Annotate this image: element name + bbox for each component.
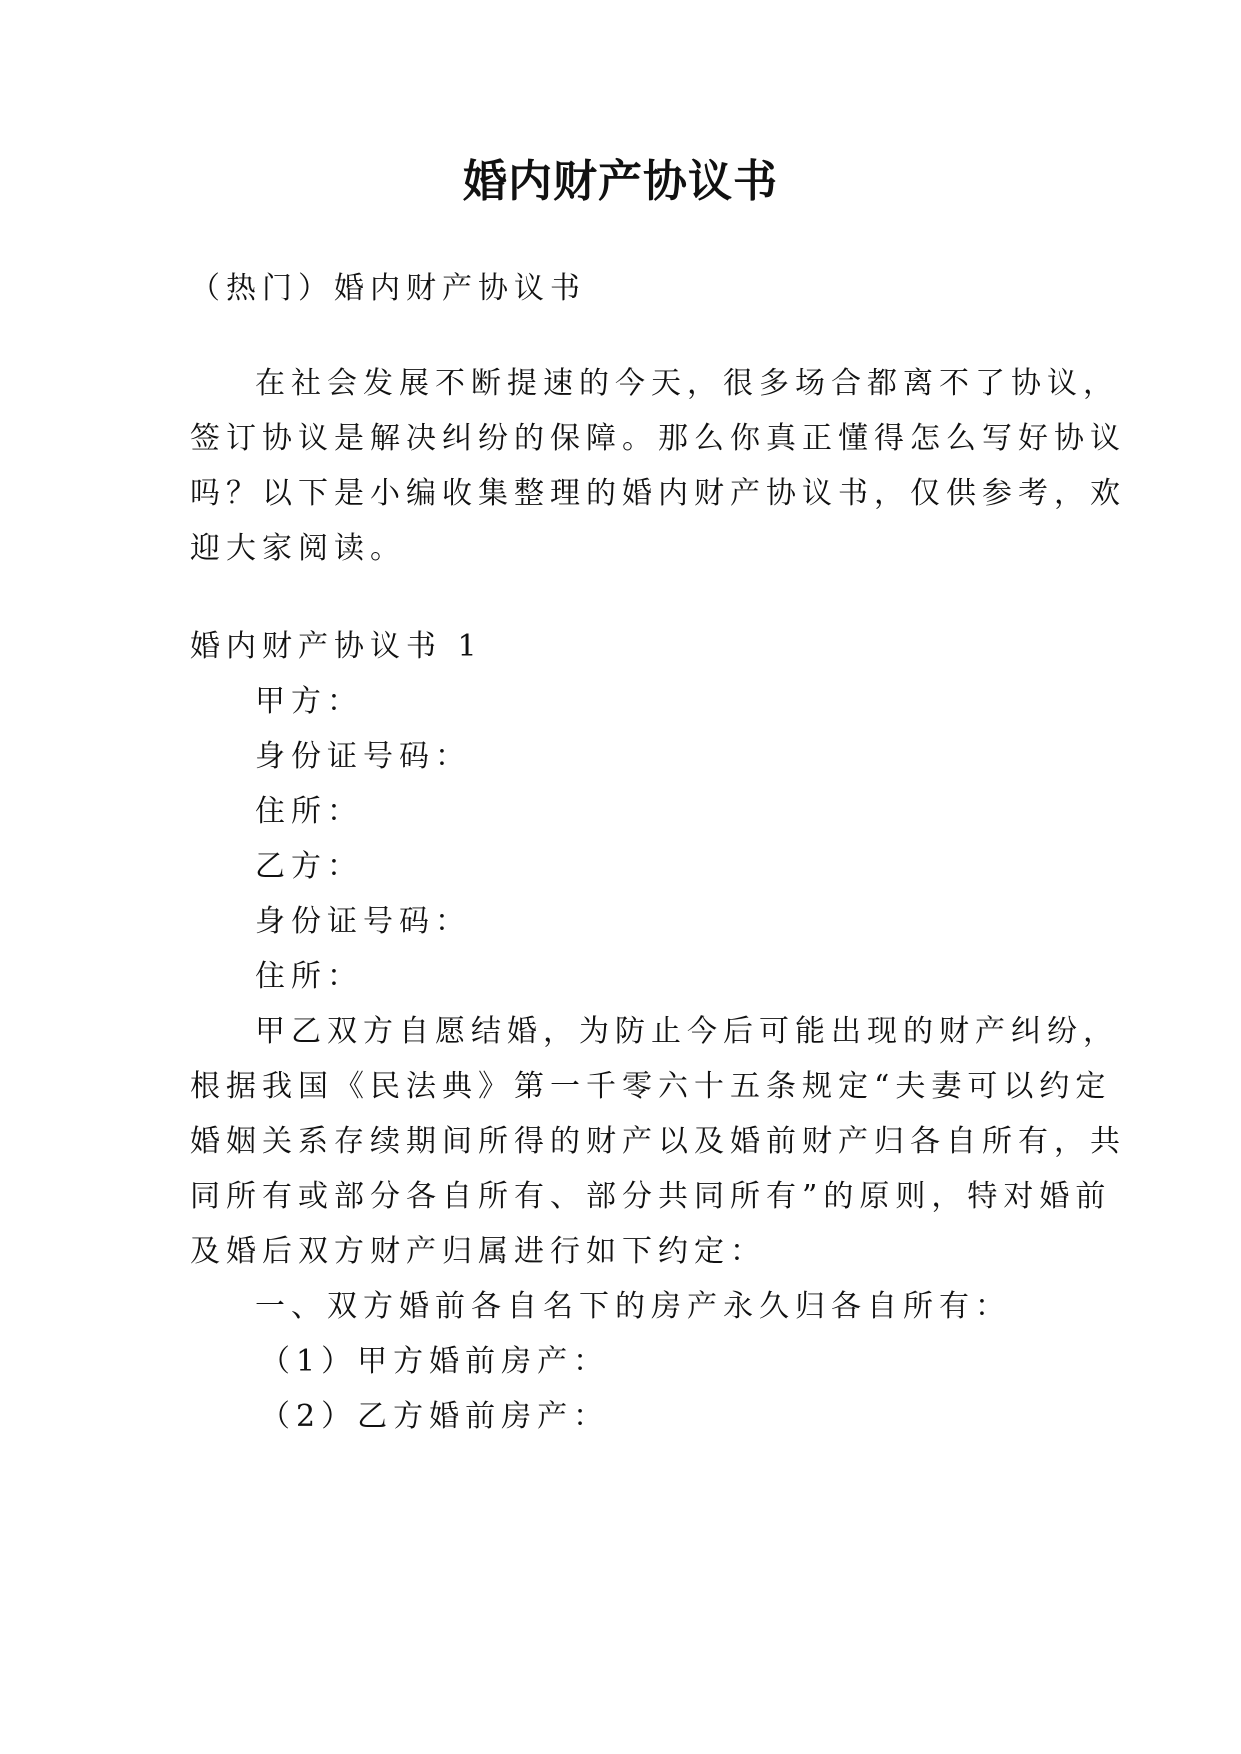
field-party-b-address: 住所： — [255, 959, 363, 994]
item-1: （1）甲方婚前房产： — [260, 1344, 610, 1379]
field-party-a-address: 住所： — [255, 794, 363, 829]
document-subtitle: （热门）婚内财产协议书 — [190, 271, 586, 306]
clause-1: 一、双方婚前各自名下的房产永久归各自所有： — [255, 1289, 1011, 1324]
field-party-b-id: 身份证号码： — [255, 904, 471, 939]
body-line-4: 同所有或部分各自所有、部分共同所有”的原则，特对婚前 — [190, 1179, 1112, 1214]
intro-line-2: 签订协议是解决纠纷的保障。那么你真正懂得怎么写好协议 — [190, 421, 1126, 456]
section-heading: 婚内财产协议书 1 — [190, 629, 483, 664]
intro-line-4: 迎大家阅读。 — [190, 531, 406, 566]
item-2: （2）乙方婚前房产： — [260, 1399, 610, 1434]
intro-line-3: 吗？以下是小编收集整理的婚内财产协议书，仅供参考，欢 — [190, 476, 1126, 511]
body-line-5: 及婚后双方财产归属进行如下约定： — [190, 1234, 766, 1269]
field-party-b: 乙方： — [255, 849, 363, 884]
body-line-2: 根据我国《民法典》第一千零六十五条规定“夫妻可以约定 — [190, 1069, 1112, 1104]
field-party-a: 甲方： — [255, 684, 363, 719]
document-title: 婚内财产协议书 — [463, 156, 778, 207]
body-line-1: 甲乙双方自愿结婚，为防止今后可能出现的财产纠纷， — [255, 1014, 1119, 1049]
body-line-3: 婚姻关系存续期间所得的财产以及婚前财产归各自所有，共 — [190, 1124, 1126, 1159]
intro-line-1: 在社会发展不断提速的今天，很多场合都离不了协议， — [255, 366, 1119, 401]
field-party-a-id: 身份证号码： — [255, 739, 471, 774]
